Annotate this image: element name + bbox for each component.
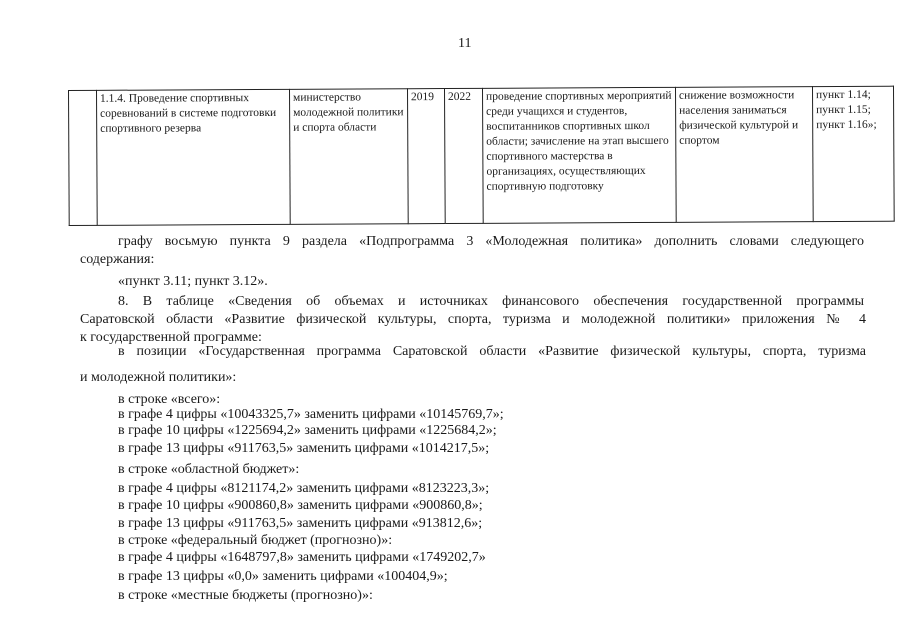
body-line: Саратовской области «Развитие физической культуры, спорта, туризма и молодежной политики» приложения № 4 (80, 312, 866, 327)
table-row (69, 86, 895, 225)
body-line: в строке «федеральный бюджет (прогнозно)»: (118, 533, 393, 548)
body-line: содержания: (80, 252, 155, 267)
body-line: в графе 13 цифры «0,0» заменить цифрами «100404,9»; (118, 569, 448, 584)
body-line: в графе 4 цифры «8121174,2» заменить цифрами «8123223,3»; (118, 481, 490, 496)
body-line: в графе 13 цифры «911763,5» заменить цифрами «1014217,5»; (118, 441, 490, 456)
body-line: в строке «областной бюджет»: (118, 462, 300, 477)
body-line: в графе 4 цифры «1648797,8» заменить цифрами «1749202,7» (118, 550, 486, 565)
table-cell-event: 1.1.4. Проведение спортивных соревнований в системе подготовки спортивного резерва (97, 89, 291, 225)
body-line: «пункт 3.11; пункт 3.12». (118, 274, 268, 289)
page-number: 11 (458, 36, 472, 51)
table-cell-result: проведение спортивных мероприятий среди учащихся и студентов, воспитанников спортивных школ области; зачисление на этап высшего спортивного мастерства в организациях, осуществляющих спортивную подготовку (482, 87, 676, 223)
body-line: 8. В таблице «Сведения об объемах и источниках финансового обеспечения государственной программы (118, 294, 864, 309)
body-line: графу восьмую пункта 9 раздела «Подпрограмма 3 «Молодежная политика» дополнить словами следующего (118, 234, 864, 249)
body-line: в позиции «Государственная программа Саратовской области «Развитие физической культуры, спорта, туризма (118, 344, 866, 359)
body-line: к государственной программе: (80, 330, 262, 345)
table-cell-consequence: снижение возможности населения заниматься физической культурой и спортом (675, 87, 813, 223)
body-line: и молодежной политики»: (80, 370, 237, 385)
body-line: в строке «всего»: (118, 392, 221, 407)
body-line: в графе 10 цифры «900860,8» заменить цифрами «900860,8»; (118, 498, 483, 513)
table-cell-link: пункт 1.14; пункт 1.15; пункт 1.16»; (812, 86, 894, 221)
table-cell-end-year: 2022 (444, 88, 483, 223)
body-line: в графе 13 цифры «911763,5» заменить цифрами «913812,6»; (118, 516, 483, 531)
table-cell-start-year: 2019 (407, 89, 445, 224)
body-line: в строке «местные бюджеты (прогнозно)»: (118, 588, 373, 603)
table-cell-1 (69, 90, 98, 225)
body-line: в графе 10 цифры «1225694,2» заменить цифрами «1225684,2»; (118, 423, 497, 438)
body-line: в графе 4 цифры «10043325,7» заменить цифрами «10145769,7»; (118, 407, 504, 422)
table-cell-executor: министерство молодежной политики и спорта области (289, 89, 408, 225)
program-table (68, 86, 895, 226)
